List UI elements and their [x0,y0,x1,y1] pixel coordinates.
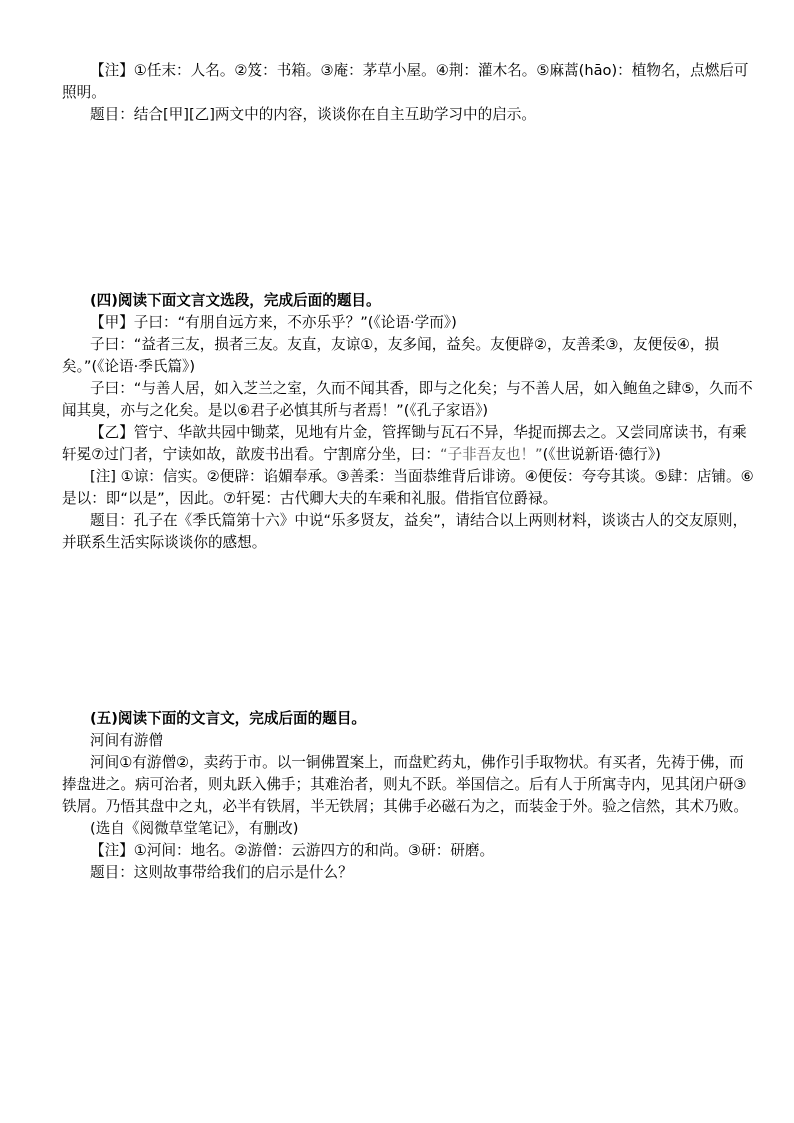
part4-question: 题目：孔子在《季氏篇第十六》中说“乐多贤友，益矣”，请结合以上两则材料，谈谈古人的交友原则，并联系生活实际谈谈你的感想。 [62,512,748,551]
part5-question: 题目：这则故事带给我们的启示是什么？ [90,864,353,881]
part5-body: 河间①有游僧②，卖药于市。以一铜佛置案上，而盘贮药丸，佛作引手取物状。有买者，先祷于佛，而捧盘进之。病可治者，则丸跃入佛手；其难治者，则丸不跃。举国信之。后有人于所寓寺内，见其闭户研③铁屑。乃悟其盘中之丸，必半有铁屑，半无铁屑；其佛手必磁石为之，而装金于外。验之信然，其术乃败。 [62,754,748,815]
part4-heading: (四)阅读下面文言文选段，完成后面的题目。 [90,292,381,309]
part4-jia-2: 子曰：“益者三友，损者三友。友直，友谅①，友多闻，益矣。友便辟②，友善柔③，友便佞④，损矣。”(《论语·季氏篇》) [62,336,720,375]
part3-note: 【注】①任末：人名。②笈：书箱。③庵：茅草小屋。④荆：灌木名。⑤麻蒿(hāo)：植物名，点燃后可照明。 [62,62,749,101]
part3-question: 题目：结合[甲][乙]两文中的内容，谈谈你在自主互助学习中的启示。 [90,106,536,123]
part4-jia-3: 子曰：“与善人居，如入芝兰之室，久而不闻其香，即与之化矣；与不善人居，如入鲍鱼之肆⑤，久而不闻其臭，亦与之化矣。是以⑥君子必慎其所与者焉！”(《孔子家语》) [62,380,753,419]
part4-yi [62,422,754,466]
part4-note: [注] ①谅：信实。②便辟：谄媚奉承。③善柔：当面恭维背后诽谤。④便佞：夸夸其谈。⑤肆：店铺。⑥是以：即“以是”，因此。⑦轩冕：古代卿大夫的车乘和礼服。借指官位爵禄。 [62,468,754,507]
answer-space-4 [62,554,754,708]
part5-source: (选自《阅微草堂笔记》，有删改) [90,820,299,837]
answer-space-3 [62,126,754,290]
part5-note: 【注】①河间：地名。②游僧：云游四方的和尚。③研：研磨。 [90,842,495,859]
part5-title: 河间有游僧 [90,732,163,749]
part4-yi-main: 【乙】管宁、华歆共园中锄菜，见地有片金，管挥锄与瓦石不异，华捉而掷去之。又尝同席读书，有乘轩冕⑦过门者，宁读如故，歆废书出看。宁割席分坐，曰： [62,424,747,463]
part4-yi-source: (《世说新语·德行》) [542,446,661,463]
part5-heading: (五)阅读下面的文言文，完成后面的题目。 [90,710,367,727]
part4-yi-quote: “子非吾友也！” [439,446,543,463]
part4-jia-1: 【甲】子曰：“有朋自远方来，不亦乐乎？”(《论语·学而》) [90,314,457,331]
